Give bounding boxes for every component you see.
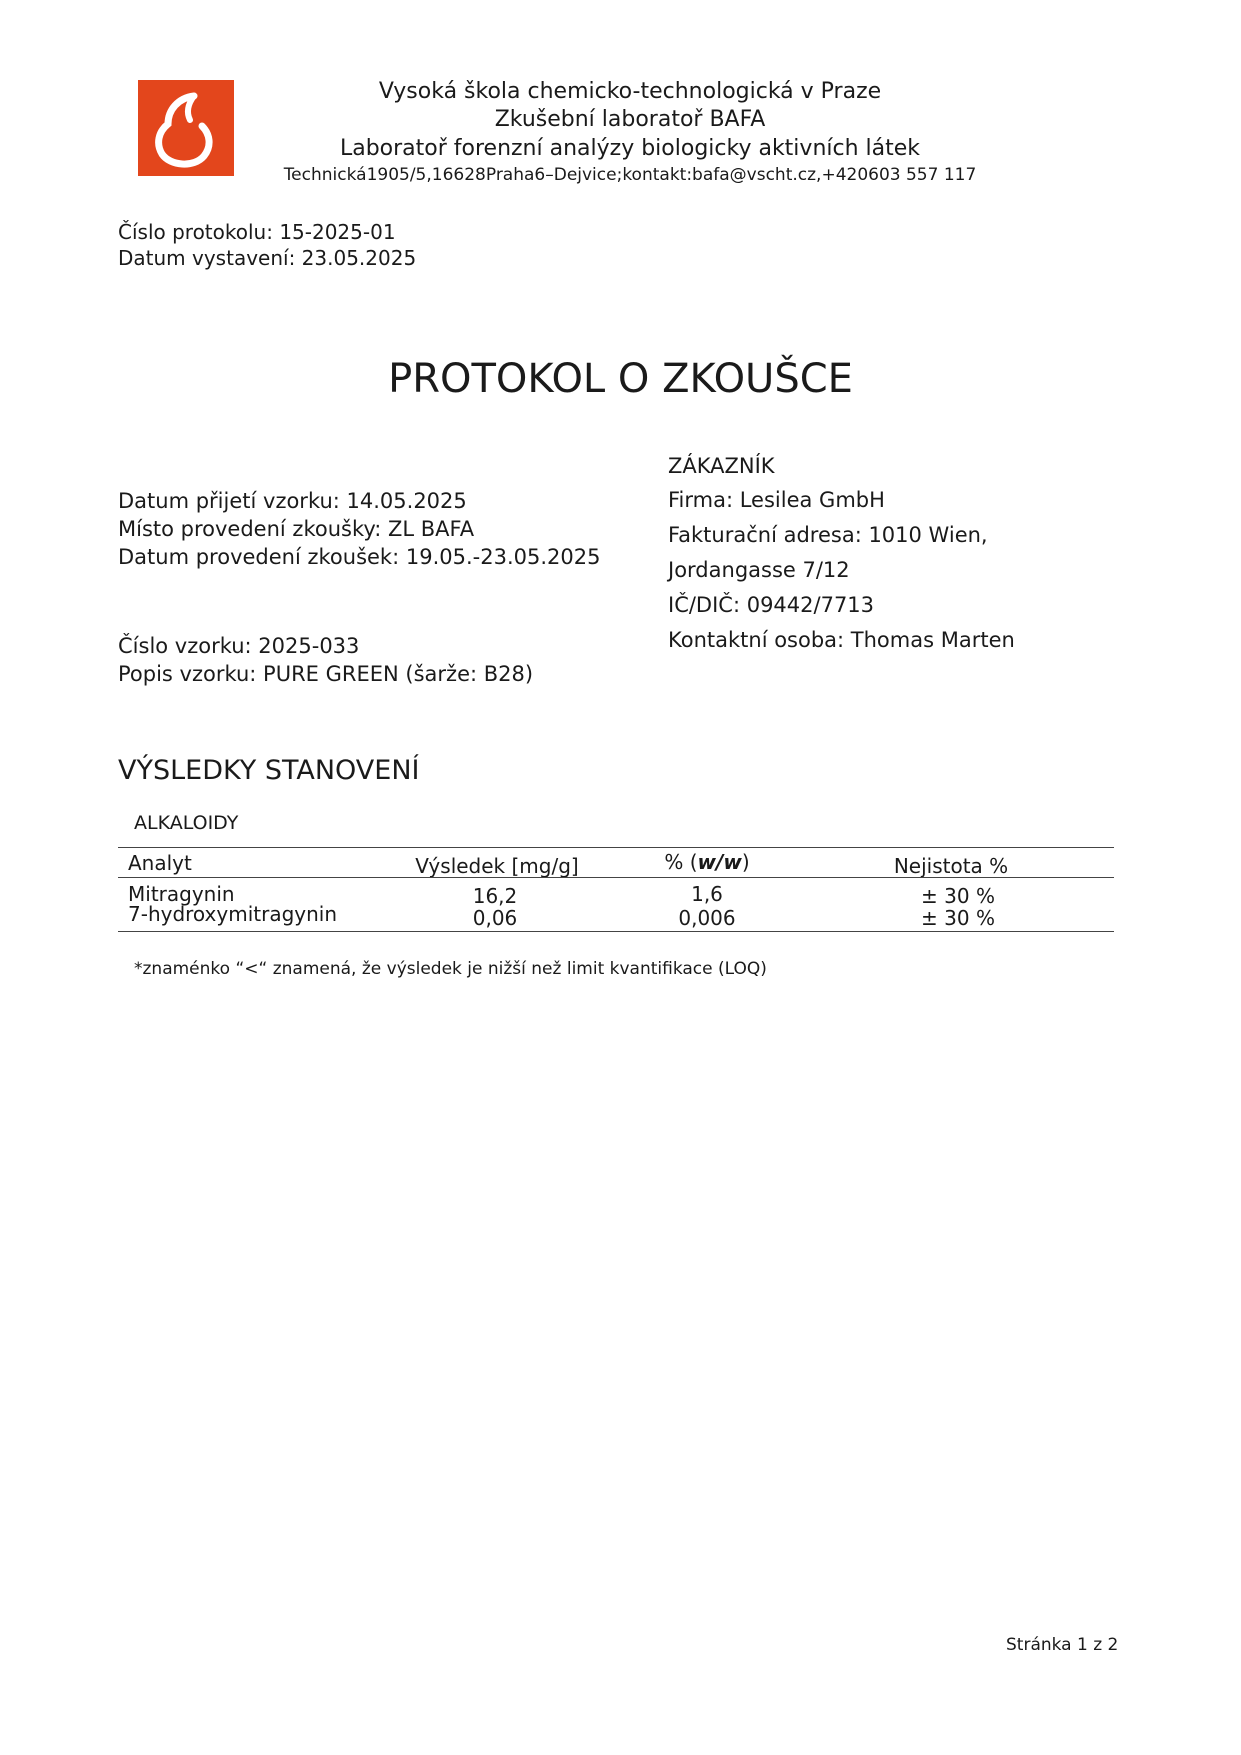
customer-company: Firma: Lesilea GmbH <box>668 488 885 512</box>
letterhead-university: Vysoká škola chemicko-technologická v Praze <box>378 79 882 104</box>
column-header-uncertainty: Nejistota % <box>893 854 1009 878</box>
table-cell-percent: 0,006 <box>678 906 736 930</box>
test-location: Místo provedení zkoušky: ZL BAFA <box>118 517 475 541</box>
issue-date: Datum vystavení: 23.05.2025 <box>118 246 417 270</box>
test-dates: Datum provedení zkoušek: 19.05.-23.05.2025 <box>118 545 601 569</box>
table-cell-uncertainty: ± 30 % <box>921 884 995 908</box>
table-top-rule <box>118 847 1114 848</box>
letterhead-laboratory: Zkušební laboratoř BAFA <box>494 107 766 132</box>
table-cell-result: 0,06 <box>472 906 518 930</box>
sample-description: Popis vzorku: PURE GREEN (šarže: B28) <box>118 662 534 686</box>
table-header-rule <box>118 877 1114 878</box>
sample-received-date: Datum přijetí vzorku: 14.05.2025 <box>118 489 467 513</box>
column-header-result: Výsledek [mg/g] <box>415 854 579 878</box>
column-header-analyte: Analyt <box>128 851 192 875</box>
letterhead-department: Laboratoř forenzní analýzy biologicky aktivních látek <box>339 136 921 161</box>
flask-drop-icon <box>138 80 234 176</box>
page-number: Stránka 1 z 2 <box>1006 1635 1119 1655</box>
table-cell-analyte: 7-hydroxymitragynin <box>128 902 338 926</box>
column-header-percent: % (w/w) <box>664 850 750 874</box>
sample-number: Číslo vzorku: 2025-033 <box>118 634 360 658</box>
letterhead-contact: Technická1905/5,16628Praha6–Dejvice;kontakt:bafa@vscht.cz,+420603 557 117 <box>283 165 977 185</box>
analyte-group-label: ALKALOIDY <box>134 812 239 834</box>
customer-tax-id: IČ/DIČ: 09442/7713 <box>668 593 875 617</box>
table-cell-uncertainty: ± 30 % <box>921 906 995 930</box>
document-title: PROTOKOL O ZKOUŠCE <box>388 356 853 402</box>
table-cell-percent: 1,6 <box>691 882 723 906</box>
protocol-number: Číslo protokolu: 15-2025-01 <box>118 220 396 244</box>
results-heading: VÝSLEDKY STANOVENÍ <box>118 755 420 786</box>
table-cell-result: 16,2 <box>472 884 518 908</box>
table-cell-analyte: Mitragynin <box>128 882 235 906</box>
unit-w-w: w/w <box>697 850 742 874</box>
university-logo <box>138 80 234 176</box>
customer-address-line2: Jordangasse 7/12 <box>668 558 850 582</box>
customer-address-line1: Fakturační adresa: 1010 Wien, <box>668 523 988 547</box>
customer-heading: ZÁKAZNÍK <box>668 454 775 478</box>
customer-contact-person: Kontaktní osoba: Thomas Marten <box>668 628 1015 652</box>
table-bottom-rule <box>118 931 1114 932</box>
loq-footnote: *znaménko “<“ znamená, že výsledek je nižší než limit kvantifikace (LOQ) <box>134 959 767 979</box>
